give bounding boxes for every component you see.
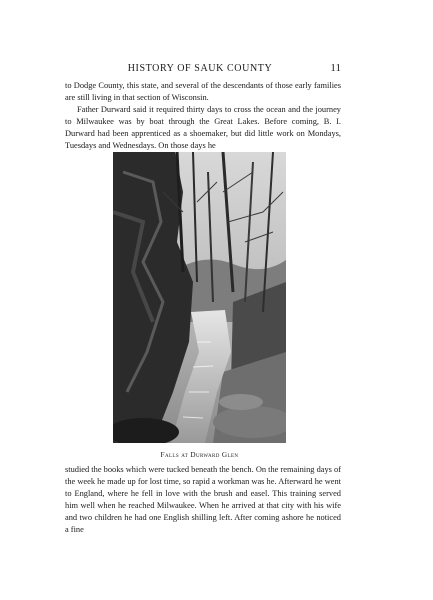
running-head-title: HISTORY OF SAUK COUNTY — [127, 63, 273, 74]
paragraph-studied-books: studied the books which were tucked beneath the bench. On the remaining days of the week he made up for lost time, so rapid a workman was he. Afterward he went to England, where he fell in love with the brush and easel. This training served him well when he reached Milwaukee. When he arrived at that city with his wife and two children he had one English shilling left. After coming ashore he noticed a fine — [65, 465, 341, 535]
bottom-text-block — [65, 464, 341, 537]
paragraph-continuation: to Dodge County, this state, and several of the descendants of those early families are still living in that section of Wisconsin. — [65, 81, 341, 103]
paragraph-father-durward: Father Durward said it required thirty days to cross the ocean and the journey to Milwaukee was by boat through the Great Lakes. Before coming, B. I. Durward had been apprenticed as a shoemaker, but did little work on Mondays, Tuesdays and Wednesdays. On those days he — [65, 105, 341, 151]
top-text-block — [65, 80, 341, 153]
figure-caption: Falls at Durward Glen — [160, 451, 239, 459]
photograph-falls-at-durward-glen — [113, 152, 286, 443]
page-number: 11 — [330, 62, 341, 74]
